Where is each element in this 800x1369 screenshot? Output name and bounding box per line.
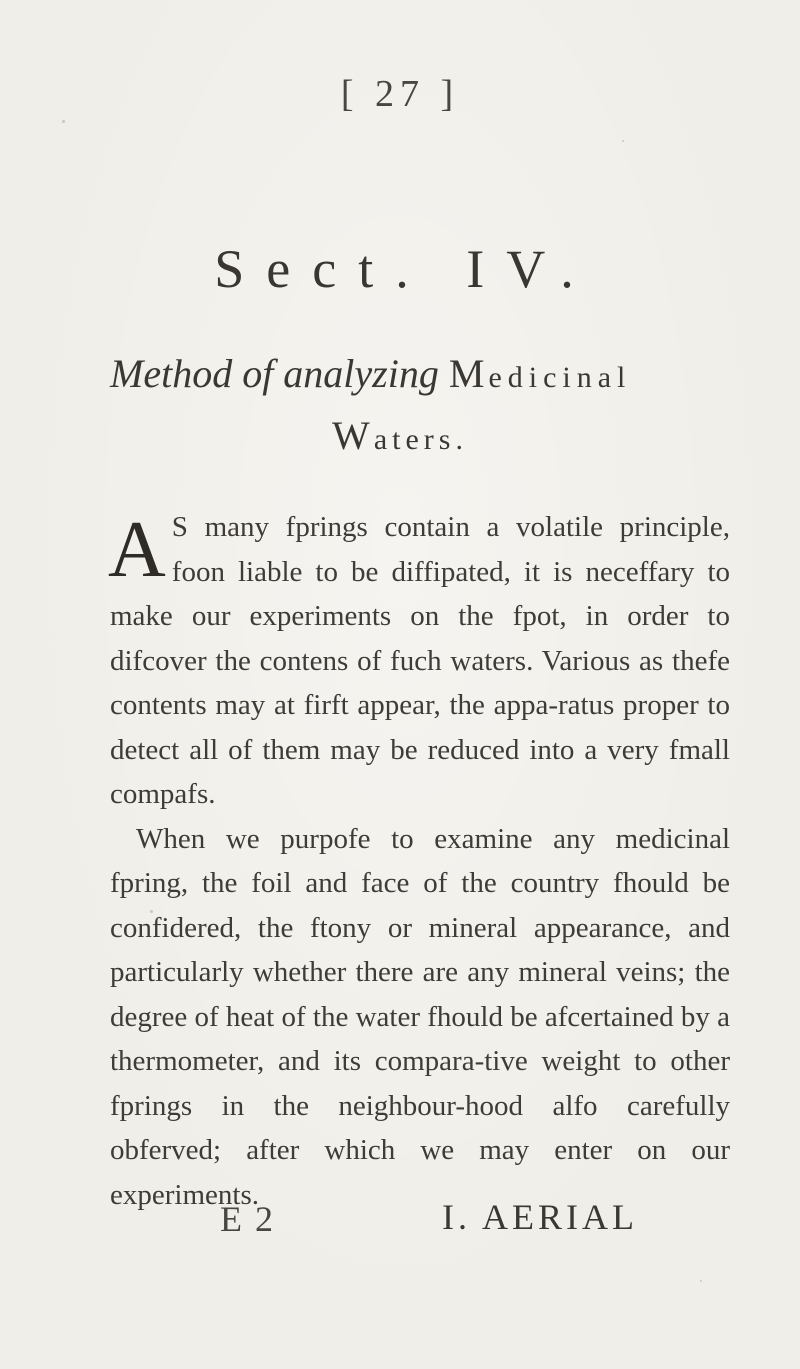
paper-speck bbox=[150, 910, 153, 913]
paragraph-1 bbox=[110, 505, 730, 817]
paper-speck bbox=[700, 1280, 702, 1282]
title-line-2-rest: aters. bbox=[373, 423, 468, 456]
page-number: [ 27 ] bbox=[340, 73, 460, 115]
chapter-title-line-1 bbox=[110, 350, 730, 397]
title-smallcaps-initial: M bbox=[448, 351, 489, 396]
paragraph-1-text: S many fprings contain a volatile principle, foon liable to be diffipated, it is neceffary to make our experiments on the fpot, in order to difcover the contens of fuch waters. Various as thefe contents may at firft appear, the appa-ratus proper to detect all of them may be reduced into a very fmall compafs. bbox=[110, 511, 730, 810]
title-smallcaps-rest: edicinal bbox=[488, 361, 632, 394]
body-text bbox=[110, 505, 730, 1217]
drop-cap: A bbox=[108, 506, 166, 594]
section-heading: Sect. IV. bbox=[214, 239, 596, 299]
paragraph-2-text: When we purpofe to examine any medicinal fpring, the foil and face of the country fhould be confidered, the ftony or mineral appearance, and particularly whether there are any mineral veins; the degree of heat of the water fhould be afcertained by a thermometer, and its compara-tive weight to other fprings in the neighbour-hood alfo carefully obferved; after which we may enter on our experiments. bbox=[110, 822, 730, 1211]
paper-speck bbox=[62, 120, 65, 123]
title-line-2-initial: W bbox=[332, 413, 374, 458]
catchword: I. AERIAL bbox=[442, 1197, 638, 1237]
title-italic-part: Method of analyzing bbox=[110, 351, 439, 396]
signature-mark: E 2 bbox=[220, 1199, 275, 1239]
title-smallcaps-part bbox=[449, 351, 632, 396]
paragraph-2 bbox=[110, 817, 730, 1218]
paper-speck bbox=[622, 140, 624, 142]
chapter-title-line-2 bbox=[0, 412, 800, 459]
